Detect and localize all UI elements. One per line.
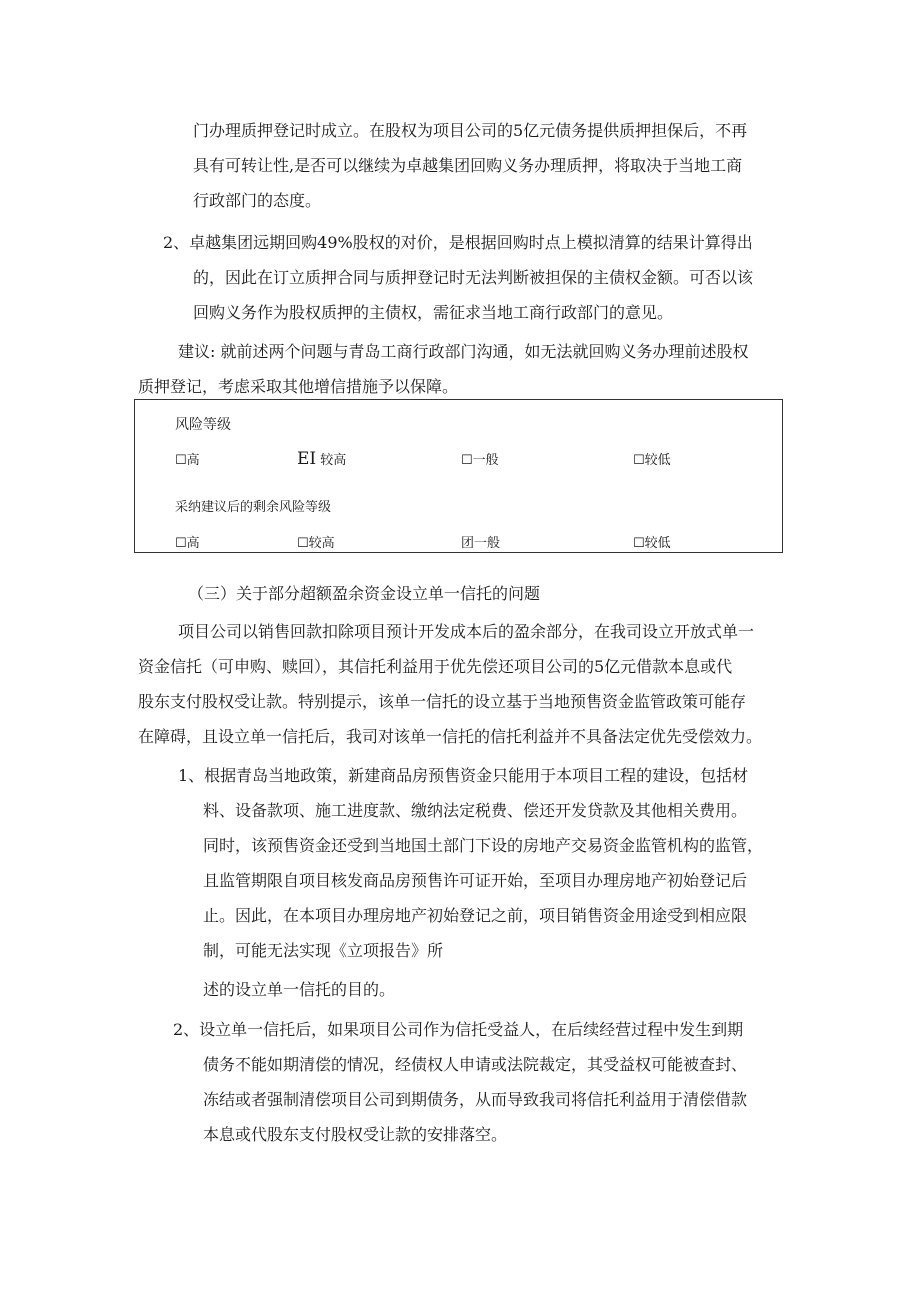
list-item-2-line: 2、卓越集团远期回购49%股权的对价，是根据回购时点上模拟清算的结果计算得出 [163, 233, 753, 252]
section-item-1-line: 止。因此，在本项目办理房地产初始登记之前，项目销售资金用途受到相应限 [203, 906, 748, 925]
risk-option-lower: ☐较低 [633, 453, 671, 468]
section-paragraph-line: 在障碍，且设立单一信托后，我司对该单一信托的信托利益并不具备法定优先受偿效力。 [138, 727, 763, 746]
paragraph-line: 行政部门的态度。 [193, 191, 322, 210]
risk-option-high: ☐高 [175, 453, 200, 468]
residual-option-high: ☐高 [175, 536, 200, 551]
risk-level-title: 风险等级 [175, 417, 231, 433]
suggestion-line: 质押登记，考虑采取其他增信措施予以保障。 [138, 377, 459, 396]
section-item-1-line: 料、设备款项、施工进度款、缴纳法定税费、偿还开发贷款及其他相关费用。 [203, 801, 748, 820]
paragraph-line: 具有可转让性,是否可以继续为卓越集团回购义务办理质押，将取决于当地工商 [193, 156, 743, 175]
suggestion-line: 建议: 就前述两个问题与青岛工商行政部门沟通，如无法就回购义务办理前述股权 [178, 342, 749, 361]
risk-option-higher [297, 451, 346, 469]
section-item-1-line: 1、根据青岛当地政策，新建商品房预售资金只能用于本项目工程的建设，包括材 [178, 766, 749, 785]
risk-option-medium: ☐一般 [461, 453, 499, 468]
residual-option-medium: 团一般 [461, 536, 501, 551]
section-item-1-line: 且监管期限自项目核发商品房预售许可证开始，至项目办理房地产初始登记后 [203, 871, 748, 890]
section-paragraph-line: 资金信托（可申购、赎回），其信托利益用于优先偿还项目公司的5亿元借款本息或代 [138, 657, 733, 676]
list-item-2-line: 的，因此在订立质押合同与质押登记时无法判断被担保的主债权金额。可否以该 [193, 268, 754, 287]
section-item-2-line: 本息或代股东支付股权受让款的安排落空。 [203, 1125, 508, 1144]
risk-option-higher-label: 较高 [320, 453, 347, 468]
residual-option-lower: ☐较低 [633, 536, 671, 551]
section-item-2-line: 2、设立单一信托后，如果项目公司作为信托受益人，在后续经营过程中发生到期 [173, 1020, 744, 1039]
section-item-1-line: 同时，该预售资金还受到当地国土部门下设的房地产交易资金监管机构的监管， [203, 836, 764, 855]
section-item-2-line: 债务不能如期清偿的情况，经债权人申请或法院裁定，其受益权可能被查封、 [203, 1055, 748, 1074]
section-item-2-line: 冻结或者强制清偿项目公司到期债务，从而导致我司将信托利益用于清偿借款 [203, 1090, 748, 1109]
section-item-1-line: 制，可能无法实现《立项报告》所 [203, 941, 444, 960]
paragraph-line: 门办理质押登记时成立。在股权为项目公司的5亿元债务提供质押担保后，不再 [193, 121, 748, 140]
section-item-1-line: 述的设立单一信托的目的。 [203, 980, 396, 999]
section-paragraph-line: 股东支付股权受让款。特别提示，该单一信托的设立基于当地预售资金监管政策可能存 [138, 692, 747, 711]
section-paragraph-line: 项目公司以销售回款扣除项目预计开发成本后的盈余部分，在我司设立开放式单一 [178, 622, 755, 641]
residual-risk-title: 采纳建议后的剩余风险等级 [175, 500, 332, 515]
list-item-2-line: 回购义务作为股权质押的主债权，需征求当地工商行政部门的意见。 [193, 303, 674, 322]
risk-option-higher-mark: EI [297, 449, 317, 469]
risk-level-box [134, 399, 783, 553]
residual-option-higher: ☐较高 [297, 536, 335, 551]
section-heading: （三）关于部分超额盈余资金设立单一信托的问题 [188, 584, 541, 603]
